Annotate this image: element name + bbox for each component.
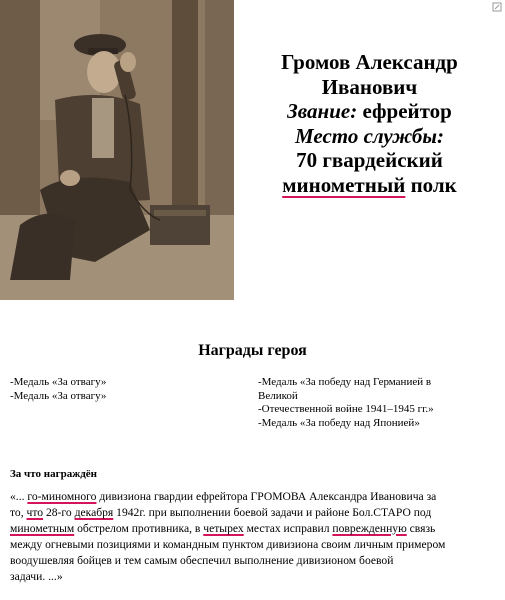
text-fragment: 28-го [43,506,75,519]
award-item: -Отечественной войне 1941–1945 гг.» [258,403,434,415]
underlined-word: четырех [203,522,244,535]
citation-line [10,505,496,521]
service-underlined-word: минометный [282,172,406,197]
rank-value: ефрейтор [362,99,452,123]
citation-line [10,521,496,537]
awards-title: Награды героя [198,342,307,359]
text-fragment: дивизиона гвардии ефрейтора ГРОМОВА Александра Ивановича за [96,490,437,503]
underlined-word: го-миномного [27,490,97,503]
award-item: -Медаль «За отвагу» [10,376,107,388]
reason-title: За что награждён [10,468,97,480]
underlined-word: что [26,506,44,519]
hero-header [234,50,505,197]
award-item: -Медаль «За победу над Японией» [258,416,420,429]
award-item: -Медаль «За победу над Германией в [258,376,432,388]
rank-label: Звание: [287,99,358,123]
hero-name-line1: Громов Александр [281,50,458,74]
text-fragment: местах исправил [243,522,333,535]
award-item: -Медаль «За отвагу» [10,389,107,402]
citation-line: между огневыми позициями и командным пунктом дивизиона своим личным примером [10,538,446,551]
citation-line [10,489,496,505]
text-fragment: связь [406,522,436,535]
award-item-continuation: Великой [258,389,298,402]
underlined-word: поврежденную [332,522,407,535]
hero-name-line2: Иванович [321,74,418,99]
underlined-word: декабря [74,506,114,519]
portrait-photo [0,0,234,300]
service-label: Место службы: [295,123,444,148]
text-fragment: 1942г. при выполнении боевой задачи и районе Бол.СТАРО под [113,506,432,519]
text-fragment: обстрелом противника, в [74,522,204,535]
citation-line: воодушевляя бойцев и тем самым обеспечил выполнение дивизионом боевой [10,554,394,567]
reason-citation [10,489,496,585]
service-line1: 70 гвардейский [296,148,443,172]
resize-corner-icon [492,2,502,12]
rank-line [234,99,505,124]
awards-left-list [10,376,240,403]
underlined-word: минометным [10,522,75,535]
text-fragment: «... [10,490,28,503]
awards-right-list [258,376,478,430]
text-fragment: то, [10,506,27,519]
service-tail-word: полк [410,172,457,197]
service-line2 [234,173,505,198]
citation-line: задачи. ...» [10,570,63,583]
